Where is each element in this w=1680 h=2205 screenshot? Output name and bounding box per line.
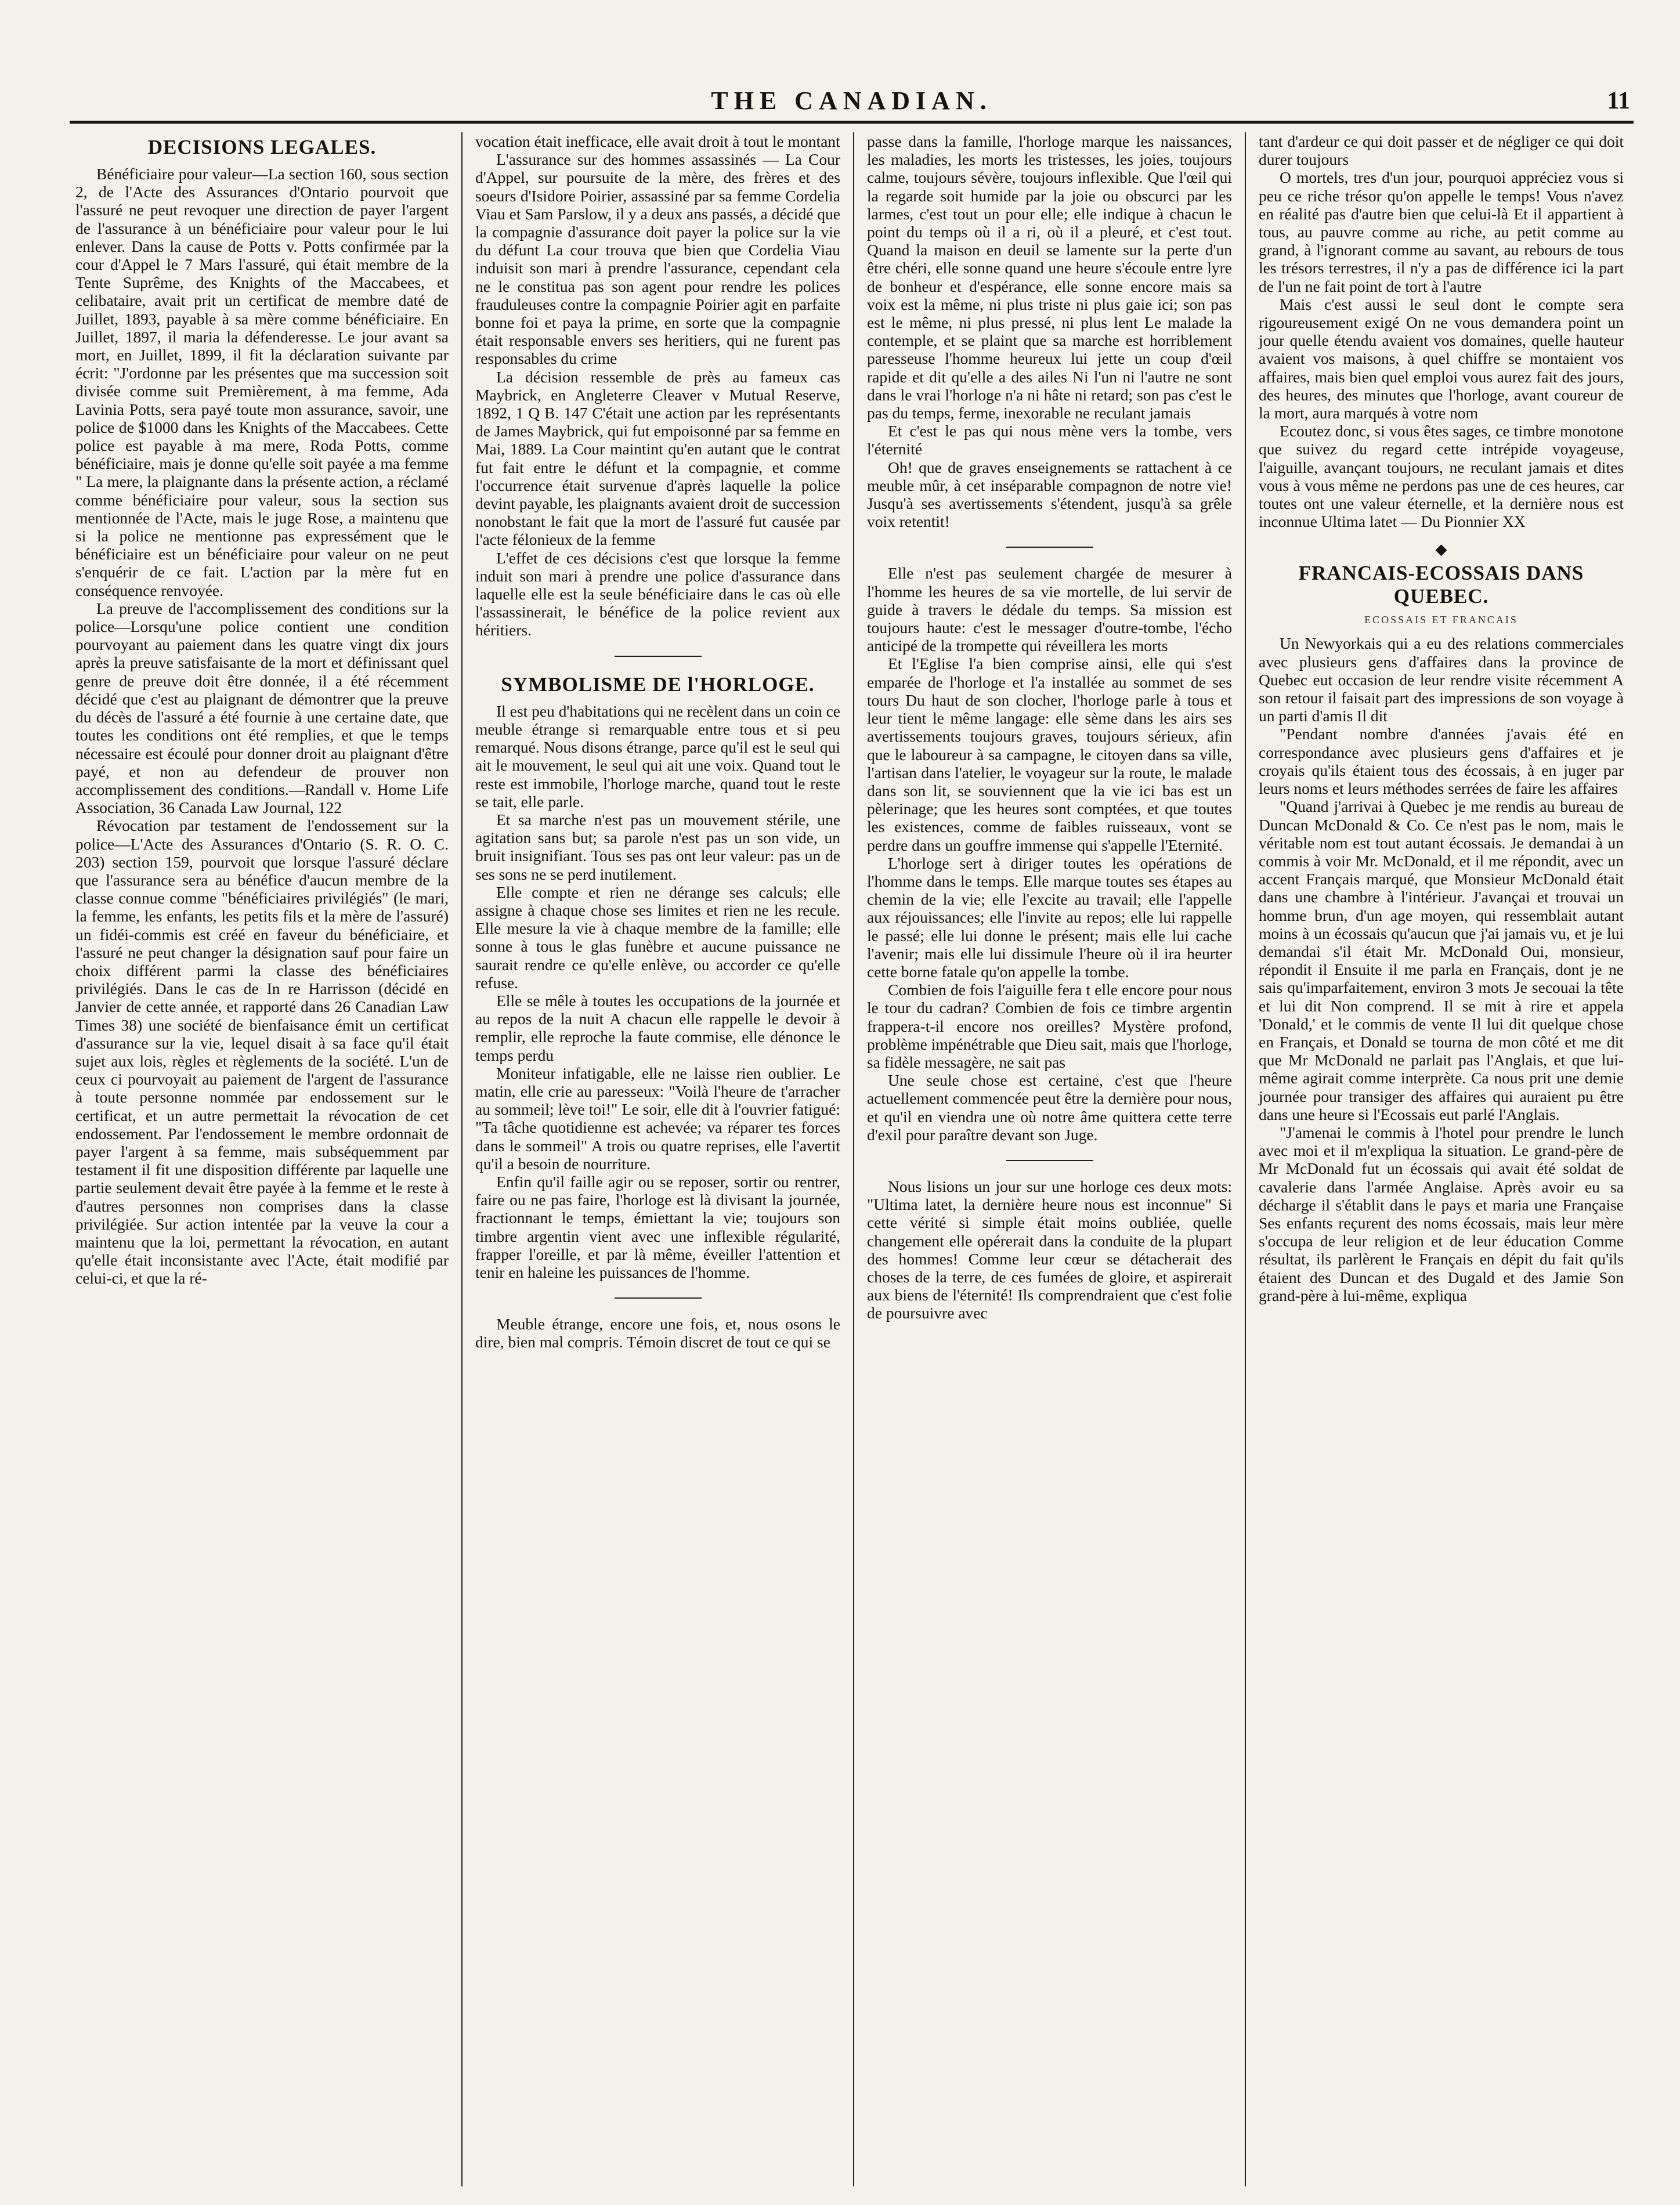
paragraph: tant d'ardeur ce qui doit passer et de négliger ce qui doit durer toujours <box>1259 132 1624 169</box>
paragraph: La décision ressemble de près au fameux cas Maybrick, en Angleterre Cleaver v Mutual Reserve, 1892, 1 Q B. 147 C'était une action par les représentants de James Maybrick, qui fut empoisonné par sa femme en Mai, 1889. La Cour maintint qu'en autant que le contrat fut fait entre le défunt et la compagnie, et comme l'occurrence était survenue d'après laquelle la police devint payable, les plaignants avaient droit de succession nonobstant le fait que la mort de l'assuré fut causée par l'acte félonieux de la femme <box>475 367 840 549</box>
paragraph: passe dans la famille, l'horloge marque les naissances, les maladies, les morts les tristesses, les joies, toujours calme, toujours sévère, toujours inflexible. Que l'œil qui la regarde soit humide par la joie ou obscurci par les larmes, c'est tout un pour elle; elle indique à chacun le point du temps où il a ri, où il a pleuré, et c'est tout. Quand la maison en deuil se lamente sur la perte d'un être chéri, elle sonne quand une heure s'écoule entre lyre de bonheur et d'espérance, elle sonne encore mais sa voix est la même, ni plus triste ni plus gaie ici; son pas est le même, ni plus pressé, ni plus lent Le malade la contemple, et se plaint que sa marche est horriblement paresseuse l'homme heureux lui jette un coup d'œil rapide et dit qu'elle a des ailes Ni l'un ni l'autre ne sont dans le vrai l'horloge n'a ni hâte ni retard; son pas c'est le pas du temps, ferme, inexorable ne reculant jamais <box>867 132 1232 422</box>
paragraph: O mortels, tres d'un jour, pourquoi appréciez vous si peu ce riche trésor qu'on appelle le temps! Vous n'avez en réalité pas d'autre bien que celui-là Et il appartient à tous, au pauvre comme au riche, au petit comme au grand, à l'ignorant comme au savant, au rebours de tous les trésors terrestres, il n'y a pas de différence ici la part de l'un ne fait point de tort à l'autre <box>1259 168 1624 295</box>
paragraph: Une seule chose est certaine, c'est que l'heure actuellement commencée peut être la dernière pour nous, et qu'il en viendra une où notre âme quittera cette terre d'exil pour paraître devant son Juge. <box>867 1071 1232 1144</box>
paragraph: Un Newyorkais qui a eu des relations commerciales avec plusieurs gens d'affaires dans la province de Quebec eut occasion de leur rendre visite récemment A son retour il faisait part des impressions de son voyage à un parti d'amis Il dit <box>1259 634 1624 725</box>
column-2 <box>461 132 853 2186</box>
section-divider <box>615 656 702 657</box>
paragraph: "Pendant nombre d'années j'avais été en correspondance avec plusieurs gens d'affaires et je croyais qu'ils étaient tous des écossais, à en juger par leurs noms et leurs méthodes serrées de faire les affaires <box>1259 725 1624 798</box>
paragraph: Ecoutez donc, si vous êtes sages, ce timbre monotone que suivez du regard cette intrépide voyageuse, l'aiguille, avançant toujours, ne reculant jamais et dites vous à vous même ne perdons pas une de ces heures, car toutes ont une valeur éternelle, et la dernière nous est inconnue Ultima latet — Du Pionnier XX <box>1259 422 1624 531</box>
heading-decisions-legales: DECISIONS LEGALES. <box>147 136 377 158</box>
masthead <box>70 86 1634 124</box>
newspaper-title: THE CANADIAN. <box>711 86 992 115</box>
ornament-divider-icon: ◆ <box>1435 541 1447 558</box>
paragraph: "Quand j'arrivai à Quebec je me rendis au bureau de Duncan McDonald & Co. Ce n'est pas le nom, mais le véritable nom est tout autant écossais. Je demandai à un commis à voir Mr. McDonald, et il me répondit, avec un accent Français marqué, que Monsieur McDonald était dans une chambre à l'intérieur. J'avançai et trouvai un homme brun, d'un age moyen, qui ressemblait autant moins à un écossais qu'aucun que j'ai jamais vu, et je lui demandai s'il était Mr. McDonald Oui, monsieur, répondit il Ensuite il me parla en Français, dont je ne sais qu'imparfaitement, environ 3 mots Je secouai la tête et lui dit Non comprend. Il se mit à rire et appela 'Donald,' et le commis de vente Il lui dit quelque chose en Français, et Donald se tourna de mon côté et me dit que Mr McDonald ne parlait pas l'Anglais, et que lui-même agirait comme interprète. Ca nous prit une demie journée pour transiger des affaires qui auraient pu être dans une heure si l'Ecossais eut parlé l'Anglais. <box>1259 797 1624 1123</box>
paragraph: L'assurance sur des hommes assassinés — La Cour d'Appel, sur poursuite de la mère, des frères et des soeurs d'Isidore Poirier, assassiné par sa femme Cordelia Viau et Sam Parslow, il y a deux ans passés, a décidé que la compagnie d'assurance doit payer la police sur la vie du défunt La cour trouva que bien que Cordelia Viau induisit son mari à prendre l'assurance, cependant cela ne le constitua pas son agent pour rendre les polices frauduleuses contre la compagnie Poirier agit en parfaite bonne foi et paya la prime, en sorte que la compagnie était responsable envers ses heritiers, qui ne furent pas responsables du crime <box>475 150 840 368</box>
paragraph: Elle se mêle à toutes les occupations de la journée et au repos de la nuit A chacun elle rappelle le devoir à remplir, elle reproche la faute commise, elle dénonce le temps perdu <box>475 991 840 1064</box>
paragraph: Combien de fois l'aiguille fera t elle encore pour nous le tour du cadran? Combien de fois ce timbre argentin frappera-t-il encore nos oreilles? Mystère profond, problème impénétrable que Dieu sait, mais que l'horloge, sa fidèle messagère, ne sait pas <box>867 981 1232 1071</box>
paragraph: Moniteur infatigable, elle ne laisse rien oublier. Le matin, elle crie au paresseux: "Voilà l'heure de t'arracher au sommeil; lève toi!" Le soir, elle dit à l'ouvrier fatigué: "Ta tâche quotidienne est achevée; va réparer tes forces dans le sommeil" A trois ou quatre reprises, elle l'avertit qu'il a besoin de nourriture. <box>475 1064 840 1173</box>
column-4 <box>1245 132 1636 2186</box>
paragraph: Nous lisions un jour sur une horloge ces deux mots: "Ultima latet, la dernière heure nous est inconnue" Si cette vérité si simple était moins oubliée, quelle changement elle opérerait dans la conduite de la plupart des hommes! Comme leur cœur se détacherait des choses de la terre, de ces fumées de gloire, et aspirerait aux biens de l'éternité! Ils comprendraient que c'est folie de poursuivre avec <box>867 1177 1232 1322</box>
heading-francais-ecossais: FRANCAIS-ECOSSAIS DANS QUEBEC. <box>1298 562 1584 608</box>
section-divider <box>1006 1160 1093 1161</box>
paragraph: Elle compte et rien ne dérange ses calculs; elle assigne à chaque chose ses limites et rien ne les recule. Elle mesure la vie à chaque membre de la famille; elle sonne à tous le glas funèbre et aucune puissance ne saurait rendre ce qu'elle enlève, ou accorder ce qu'elle refuse. <box>475 883 840 992</box>
section-divider <box>615 1297 702 1299</box>
paragraph: Il est peu d'habitations qui ne recèlent dans un coin ce meuble étrange si remarquable entre tous et si peu remarqué. Nous disons étrange, parce qu'il est le seul qui ait le mouvement, le seul qui ait une voix. Quand tout le reste est immobile, l'horloge marche, quand tout le reste se tait, elle parle. <box>475 702 840 811</box>
subheading: ECOSSAIS ET FRANCAIS <box>1364 614 1518 626</box>
paragraph: Enfin qu'il faille agir ou se reposer, sortir ou rentrer, faire ou ne pas faire, l'horloge est là divisant la journée, fractionnant le temps, émiettant la vie; toujours son timbre argentin vient avec une inflexible régularité, frapper l'oreille, et par là même, éveiller l'attention et tenir en haleine les puissances de l'homme. <box>475 1172 840 1281</box>
paragraph: Et sa marche n'est pas un mouvement stérile, une agitation sans but; sa parole n'est pas un son vide, un bruit insignifiant. Tous ses pas ont leur valeur: pas un de ses sons ne se perd inutilement. <box>475 810 840 883</box>
section-divider <box>1006 547 1093 548</box>
paragraph: vocation était inefficace, elle avait droit à tout le montant <box>475 132 840 150</box>
paragraph: "J'amenai le commis à l'hotel pour prendre le lunch avec moi et il m'expliqua la situation. Le grand-père de Mr McDonald fut un écossais qui avait été soldat de cavalerie dans l'armée Anglaise. Après avoir eu sa décharge il s'établit dans le pays et maria une Française Ses enfants reçurent des noms écossais, mais leur mère s'occupa de leur religion et de leur éducation Comme résultat, ils parlèrent le Français en dépit du fait qu'ils étaient des Duncan et des Dugald et des Jamie Son grand-père à lui-même, expliqua <box>1259 1123 1624 1304</box>
paragraph: L'horloge sert à diriger toutes les opérations de l'homme dans le temps. Elle marque toutes ses étapes au chemin de la vie; elle l'excite au travail; elle l'appelle aux réjouissances; elle l'invite au repos; elle lui rappelle le passé; elle lui donne le présent; mais elle lui cache l'avenir; mais elle lui dissimule l'heure où il ira heurter cette borne fatale qu'on appelle la tombe. <box>867 854 1232 981</box>
page-number: 11 <box>1607 88 1630 114</box>
column-1 <box>70 132 461 2186</box>
paragraph: Oh! que de graves enseignements se rattachent à ce meuble mûr, à cet inséparable compagnon de notre vie! Jusqu'à ses avertissements s'étendent, jusqu'à sa grêle voix retentit! <box>867 458 1232 531</box>
paragraph: La preuve de l'accomplissement des conditions sur la police—Lorsqu'une police contient une condition pourvoyant au paiement dans les quatre vingt dix jours après la preuve satisfaisante de la mort et définissant quel genre de preuve doit être donnée, il a été récemment décidé que c'est au plaignant de démontrer que la preuve du décès de l'assuré a été fournie à une certaine date, que toutes les conditions ont été remplies, et que le temps nécessaire est écoulé pour donner droit au plaignant d'être payé, et non au defendeur de prouver non accomplissement des conditions.—Randall v. Home Life Association, 36 Canada Law Journal, 122 <box>75 599 449 817</box>
paragraph: Elle n'est pas seulement chargée de mesurer à l'homme les heures de sa vie mortelle, de lui servir de guide à travers le dédale du temps. Sa mission est toujours haute: c'est le messager d'outre-tombe, l'écho anticipé de la trompette qui réveillera les morts <box>867 564 1232 655</box>
column-3 <box>853 132 1245 2186</box>
paragraph: Mais c'est aussi le seul dont le compte sera rigoureusement exigé On ne vous demandera point un jour quelle étendu avaient vos domaines, quelle hauteur avaient vos maisons, à quel chiffre se montaient vos affaires, mais bien quel emploi vous aurez fait des jours, des heures, des minutes que l'horloge, avant coureur de la mort, aura marqués à votre nom <box>1259 295 1624 422</box>
paragraph: Bénéficiaire pour valeur—La section 160, sous section 2, de l'Acte des Assurances d'Ontario pourvoit que l'assuré ne peut revoquer une direction de payer l'argent de l'assurance à un bénéficiaire pour valeur pour le lui enlever. Dans la cause de Potts v. Potts confirmée par la cour d'Appel le 7 Mars l'assuré, qui était membre de la Tente Suprême, des Knights of the Maccabees, et celibataire, avait prit un certificat de membre daté de Juillet, 1893, payable à sa mère comme bénéficiaire. En Juillet, 1897, il maria la défenderesse. Le jour avant sa mort, en Juillet, 1899, il fit la déclaration suivante par écrit: "J'ordonne par les présentes que ma succession soit divisée comme suit Premièrement, à ma femme, Ada Lavinia Potts, sera payé toute mon assurance, savoir, une police de $1000 dans les Knights of the Maccabees. Cette police est payable à ma mere, Roda Potts, comme bénéficiaire, mais je donne qu'elle soit payée a ma femme " La mere, la plaignante dans la présente action, a réclamé comme bénéficiaire pour valeur, sous la section sus mentionnée de l'Acte, mais le juge Rose, a maintenu que si la police ne mentionne pas expressément que le bénéficiaire est un bénéficiaire pour valeur on ne peut s'enquérir de ce fait. L'action par la mère fut en conséquence renvoyée. <box>75 165 449 599</box>
paragraph: Révocation par testament de l'endossement sur la police—L'Acte des Assurances d'Ontario (S. R. O. C. 203) section 159, pourvoit que lorsque l'assuré déclare que l'assurance sera au bénéfice d'aucun membre de la classe connue comme "bénéficiaires privilégiés" (le mari, la femme, les enfants, les petits fils et la mère de l'assuré) un fidéi-commis est créé en faveur du bénéficiaire, et l'assuré ne peut changer la désignation sauf pour faire un choix différent parmi la classe des bénéficiaires privilégiés. Dans le cas de In re Harrisson (décidé en Janvier de cette année, et rapporté dans 26 Canadian Law Times 38) une société de bienfaisance émit un certificat d'assurance sur la vie, lequel disait à sa face qu'il était sujet aux lois, règles et règlements de la société. L'un de ceux ci pourvoyait au paiement de l'argent de l'assurance à toute personne nommée par endossement sur le certificat, et un autre permettait la révocation de cet endossement. Par l'endossement le membre ordonnait de payer l'argent à sa femme, mais subséquemment par testament il fit une disposition différente par laquelle une partie seulement devait être payée à la femme et le reste à d'autres personnes non comprises dans la classe privilégiée. Sur action intentée par la veuve la cour a maintenu que la loi, permettant la révocation, en autant qu'elle était inconsistante avec l'Acte, était modifié par celui-ci, et que la ré- <box>75 816 449 1288</box>
heading-symbolisme-horloge: SYMBOLISME DE l'HORLOGE. <box>501 673 815 696</box>
paragraph: L'effet de ces décisions c'est que lorsque la femme induit son mari à prendre une police d'assurance dans laquelle elle est la seule bénéficiaire dans le cas où elle l'assassinerait, le bénéfice de la police revient aux héritiers. <box>475 548 840 639</box>
paragraph: Et c'est le pas qui nous mène vers la tombe, vers l'éternité <box>867 422 1232 458</box>
paragraph: Et l'Eglise l'a bien comprise ainsi, elle qui s'est emparée de l'horloge et l'a installée au sommet de ses tours Du haut de son clocher, l'horloge parle à tous et leur tient le même langage: elle sème dans les airs ses avertissements toujours graves, toujours sérieux, afin que le laboureur à sa campagne, le citoyen dans sa ville, l'artisan dans l'atelier, le voyageur sur la route, le malade dans son lit, se souviennent que la vie ici bas est un pèlerinage; que les heures sont comptées, et que toutes les existences, comme de faibles ruisseaux, vont se perdre dans un gouffre immense qui s'appelle l'Eternité. <box>867 655 1232 854</box>
paragraph: Meuble étrange, encore une fois, et, nous osons le dire, bien mal compris. Témoin discret de tout ce qui se <box>475 1315 840 1351</box>
article-columns <box>70 132 1636 2186</box>
